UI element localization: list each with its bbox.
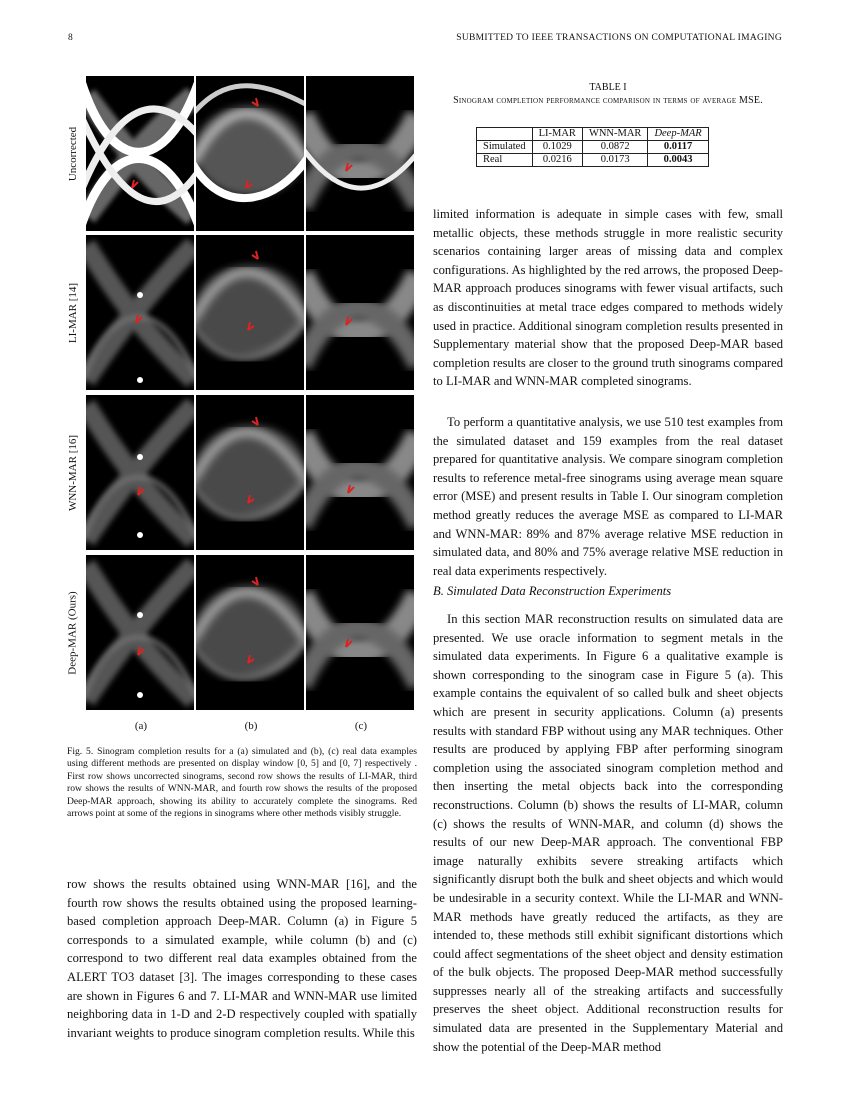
- sinogram-wnn-mar-c: [306, 395, 414, 550]
- table-header-row: [477, 128, 709, 141]
- column-label-c: (c): [354, 720, 368, 732]
- sinogram-uncorrected-b: [196, 76, 304, 231]
- table-label: TABLE I: [589, 82, 627, 93]
- right-paragraph-1: limited information is adequate in simple cases with few, small metallic objects, these methods struggle in more realistic security scenarios containing larger areas of missing data and complex configurations. As highlighted by the red arrows, the proposed Deep-MAR approach produces sinograms with fewer visual artifacts, such as discontinuities at metal trace edges compared to methods widely used in practice. Additional sinogram completion results presented in Supplementary material show that the proposed Deep-MAR based completion results are closer to the ground truth sinograms compared to LI-MAR and WNN-MAR completed sinograms.: [433, 207, 783, 389]
- table-row: [477, 154, 709, 167]
- table-header-deep-mar: Deep-MAR: [648, 128, 708, 141]
- running-header: SUBMITTED TO IEEE TRANSACTIONS ON COMPUTATIONAL IMAGING: [456, 33, 782, 43]
- cell-deep-mar: 0.0043: [648, 154, 708, 167]
- table-header-li-mar: LI-MAR: [532, 128, 582, 141]
- row-label-li-mar: LI-MAR [14]: [67, 282, 79, 343]
- sinogram-uncorrected-c: [306, 76, 414, 231]
- sinogram-wnn-mar-a: [86, 395, 194, 550]
- page-number: 8: [68, 33, 74, 43]
- cell-wnn-mar: 0.0173: [582, 154, 648, 167]
- column-label-b: (b): [244, 720, 258, 732]
- sinogram-deep-mar-c: [306, 555, 414, 710]
- table-header-empty: [477, 128, 533, 141]
- cell-wnn-mar: 0.0872: [582, 141, 648, 154]
- section-heading: B. Simulated Data Reconstruction Experiments: [433, 584, 672, 598]
- left-column-paragraph: row shows the results obtained using WNN-MAR [16], and the fourth row shows the results obtained using the proposed learning-based completion approach Deep-MAR. Column (a) in Figure 5 corresponds to a simulated example, while column (b) and (c) correspond to two different real data examples obtained from the ALERT TO3 dataset [3]. The images corresponding to these cases are shown in Figures 6 and 7. LI-MAR and WNN-MAR use limited neighboring data in 1-D and 2-D respectively coupled with spatially invariant weights to produce sinogram completion results. While this: [67, 877, 417, 1040]
- cell-li-mar: 0.0216: [532, 154, 582, 167]
- sinogram-uncorrected-a: [86, 76, 194, 231]
- figure-5: [62, 76, 418, 732]
- sinogram-wnn-mar-b: [196, 395, 304, 550]
- right-paragraph-2: To perform a quantitative analysis, we use 510 test examples from the simulated dataset and 159 examples from the real dataset prepared for quantitative analysis. We compare sinogram completion results to reference metal-free sinograms using average mean square error (MSE) and present results in Table I. Our sinogram completion method greatly reduces the average MSE as compared to LI-MAR and WNN-MAR: 89% and 87% average relative MSE reduction in simulated data, and 80% and 75% average relative MSE reduction in real data experiments respectively.: [433, 415, 783, 578]
- sinogram-li-mar-b: [196, 235, 304, 390]
- right-paragraph-3: In this section MAR reconstruction results on simulated data are presented. We use oracle information to segment metals in the simulated data experiments. In Figure 6 a qualitative example is shown corresponding to the sinogram case in Figure 5 (a). This example contains the equivalent of so called bulk and sheet objects which are present in security applications. Column (a) presents results with standard FBP without using any MAR techniques. Other results are produced by applying FBP after performing sinogram completion using the associated sinogram completion method and then inserting the metal objects back into the corresponding reconstructions. Column (b) shows the results of LI-MAR, column (c) shows the results of WNN-MAR, and column (d) shows the results of our new Deep-MAR approach. The conventional FBP image naturally exhibits severe streaking artifacts which significantly disrupt both the bulk and sheet objects and which would be undesirable in a security context. While the LI-MAR and WNN-MAR methods have greatly reduced the artifacts, as they are intended to, these methods still exhibit significant distortions which could affect segmentations of the sheet object and density estimation of the bulk objects. The proposed Deep-MAR method successfully suppresses nearly all of the streaking artifacts and successfully preserves the sheet object. Additional reconstruction results for simulated data are presented in the Supplementary Material and show the potential of the Deep-MAR method: [433, 612, 783, 1054]
- sinogram-li-mar-a: [86, 235, 194, 390]
- row-label-uncorrected: Uncorrected: [67, 126, 80, 181]
- table-title: [433, 82, 783, 107]
- row-label-wnn-mar: WNN-MAR [16]: [67, 434, 80, 511]
- cell-deep-mar: 0.0117: [648, 141, 708, 154]
- table-header-wnn-mar: WNN-MAR: [582, 128, 648, 141]
- figure-caption: Fig. 5. Sinogram completion results for a (a) simulated and (b), (c) real data examples using different methods are presented on display window [0, 5] and [0, 7] respectively . First row shows uncorrected sinograms, second row shows the results of LI-MAR, third row shows the results of WNN-MAR, and fourth row shows the results of the proposed Deep-MAR approach, showing its ability to accurately complete the sinograms. Red arrows point at some of the regions in sinograms where other methods visibly struggle.: [67, 746, 417, 820]
- cell-li-mar: 0.1029: [532, 141, 582, 154]
- row-label-deep-mar: Deep-MAR (Ours): [67, 590, 79, 675]
- sinogram-deep-mar-b: [196, 555, 304, 710]
- table-row: [477, 141, 709, 154]
- column-label-a: (a): [134, 720, 148, 732]
- row-name: Real: [477, 154, 533, 167]
- mse-table: [476, 127, 709, 167]
- sinogram-li-mar-c: [306, 235, 414, 390]
- table-caption: Sinogram completion performance comparison in terms of average MSE.: [453, 94, 763, 106]
- sinogram-deep-mar-a: [86, 555, 194, 710]
- row-name: Simulated: [477, 141, 533, 154]
